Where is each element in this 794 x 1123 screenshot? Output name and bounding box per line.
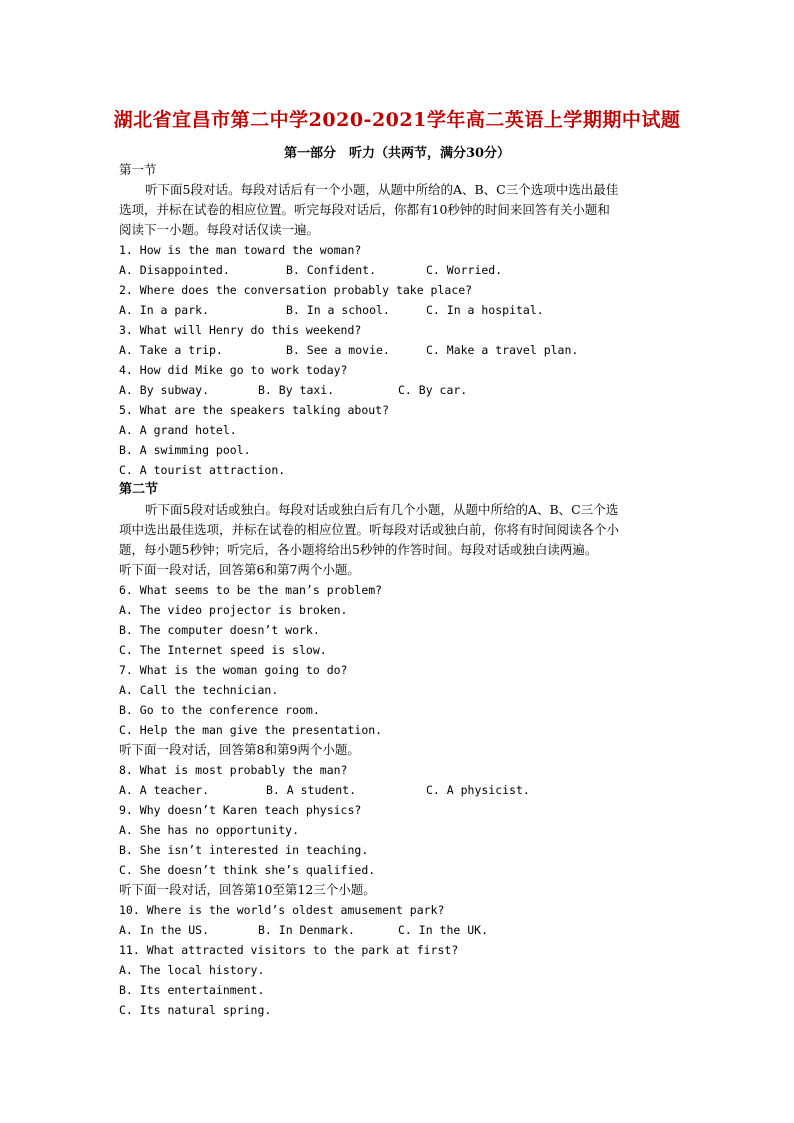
dialogue-group-3-instruction: 听下面一段对话，回答第10至第12三个小题。 (119, 882, 376, 897)
q4-option-a: A. By subway. (119, 383, 210, 397)
section2-heading: 第二节 (119, 482, 159, 497)
question-1: 1. How is the man toward the woman? (119, 243, 362, 257)
question-8: 8. What is most probably the man? (119, 763, 348, 777)
question-4: 4. How did Mike go to work today? (119, 363, 348, 377)
q1-option-a: A. Disappointed. (119, 263, 230, 277)
section1-instructions-line2: 选项，并标在试卷的相应位置。听完每段对话后，你都有10秒钟的时间来回答有关小题和 (119, 202, 610, 217)
q7-option-a: A. Call the technician. (119, 683, 279, 697)
q5-option-a: A. A grand hotel. (119, 423, 237, 437)
page-title: 湖北省宜昌市第二中学2020-2021学年高二英语上学期期中试题 (113, 109, 681, 131)
question-3: 3. What will Henry do this weekend? (119, 323, 362, 337)
q5-option-b: B. A swimming pool. (119, 443, 251, 457)
part-heading: 第一部分 听力（共两节，满分30分） (283, 146, 511, 161)
section2-instructions-line2: 项中选出最佳选项，并标在试卷的相应位置。听每段对话或独白前，你将有时间阅读各个小 (119, 522, 620, 537)
q3-option-c: C. Make a travel plan. (426, 343, 579, 357)
question-2: 2. Where does the conversation probably take place? (119, 283, 473, 297)
q6-option-b: B. The computer doesn’t work. (119, 623, 320, 637)
q11-option-a: A. The local history. (119, 963, 265, 977)
question-5: 5. What are the speakers talking about? (119, 403, 390, 417)
q6-option-c: C. The Internet speed is slow. (119, 643, 327, 657)
section1-instructions-line3: 阅读下一小题。每段对话仅读一遍。 (119, 222, 320, 237)
q1-option-c: C. Worried. (426, 263, 503, 277)
section1-instructions-line1: 听下面5段对话。每段对话后有一个小题，从题中所给的A、B、C三个选项中选出最佳 (145, 182, 619, 197)
question-10: 10. Where is the world’s oldest amusement park? (119, 903, 445, 917)
q4-option-c: C. By car. (398, 383, 468, 397)
question-11: 11. What attracted visitors to the park at first? (119, 943, 459, 957)
q7-option-c: C. Help the man give the presentation. (119, 723, 383, 737)
q11-option-b: B. Its entertainment. (119, 983, 265, 997)
q1-option-b: B. Confident. (286, 263, 377, 277)
section2-instructions-line1: 听下面5段对话或独白。每段对话或独白后有几个小题，从题中所给的A、B、C三个选 (145, 502, 619, 517)
section2-instructions-line3: 题，每小题5秒钟；听完后，各小题将给出5秒钟的作答时间。每段对话或独白读两遍。 (119, 542, 598, 557)
q2-option-b: B. In a school. (286, 303, 390, 317)
q9-option-a: A. She has no opportunity. (119, 823, 300, 837)
q11-option-c: C. Its natural spring. (119, 1003, 272, 1017)
q10-option-b: B. In Denmark. (258, 923, 355, 937)
section1-heading: 第一节 (119, 162, 157, 177)
dialogue-group-2-instruction: 听下面一段对话，回答第8和第9两个小题。 (119, 742, 360, 757)
question-7: 7. What is the woman going to do? (119, 663, 348, 677)
dialogue-group-1-instruction: 听下面一段对话，回答第6和第7两个小题。 (119, 562, 360, 577)
q3-option-a: A. Take a trip. (119, 343, 223, 357)
q9-option-c: C. She doesn’t think she’s qualified. (119, 863, 376, 877)
question-9: 9. Why doesn’t Karen teach physics? (119, 803, 362, 817)
q6-option-a: A. The video projector is broken. (119, 603, 348, 617)
q10-option-a: A. In the US. (119, 923, 210, 937)
q4-option-b: B. By taxi. (258, 383, 335, 397)
q9-option-b: B. She isn’t interested in teaching. (119, 843, 369, 857)
q8-option-a: A. A teacher. (119, 783, 210, 797)
q10-option-c: C. In the UK. (398, 923, 489, 937)
q5-option-c: C. A tourist attraction. (119, 463, 286, 477)
q2-option-a: A. In a park. (119, 303, 210, 317)
question-6: 6. What seems to be the man’s problem? (119, 583, 383, 597)
q7-option-b: B. Go to the conference room. (119, 703, 320, 717)
q2-option-c: C. In a hospital. (426, 303, 544, 317)
q3-option-b: B. See a movie. (286, 343, 390, 357)
q8-option-b: B. A student. (266, 783, 357, 797)
q8-option-c: C. A physicist. (426, 783, 530, 797)
